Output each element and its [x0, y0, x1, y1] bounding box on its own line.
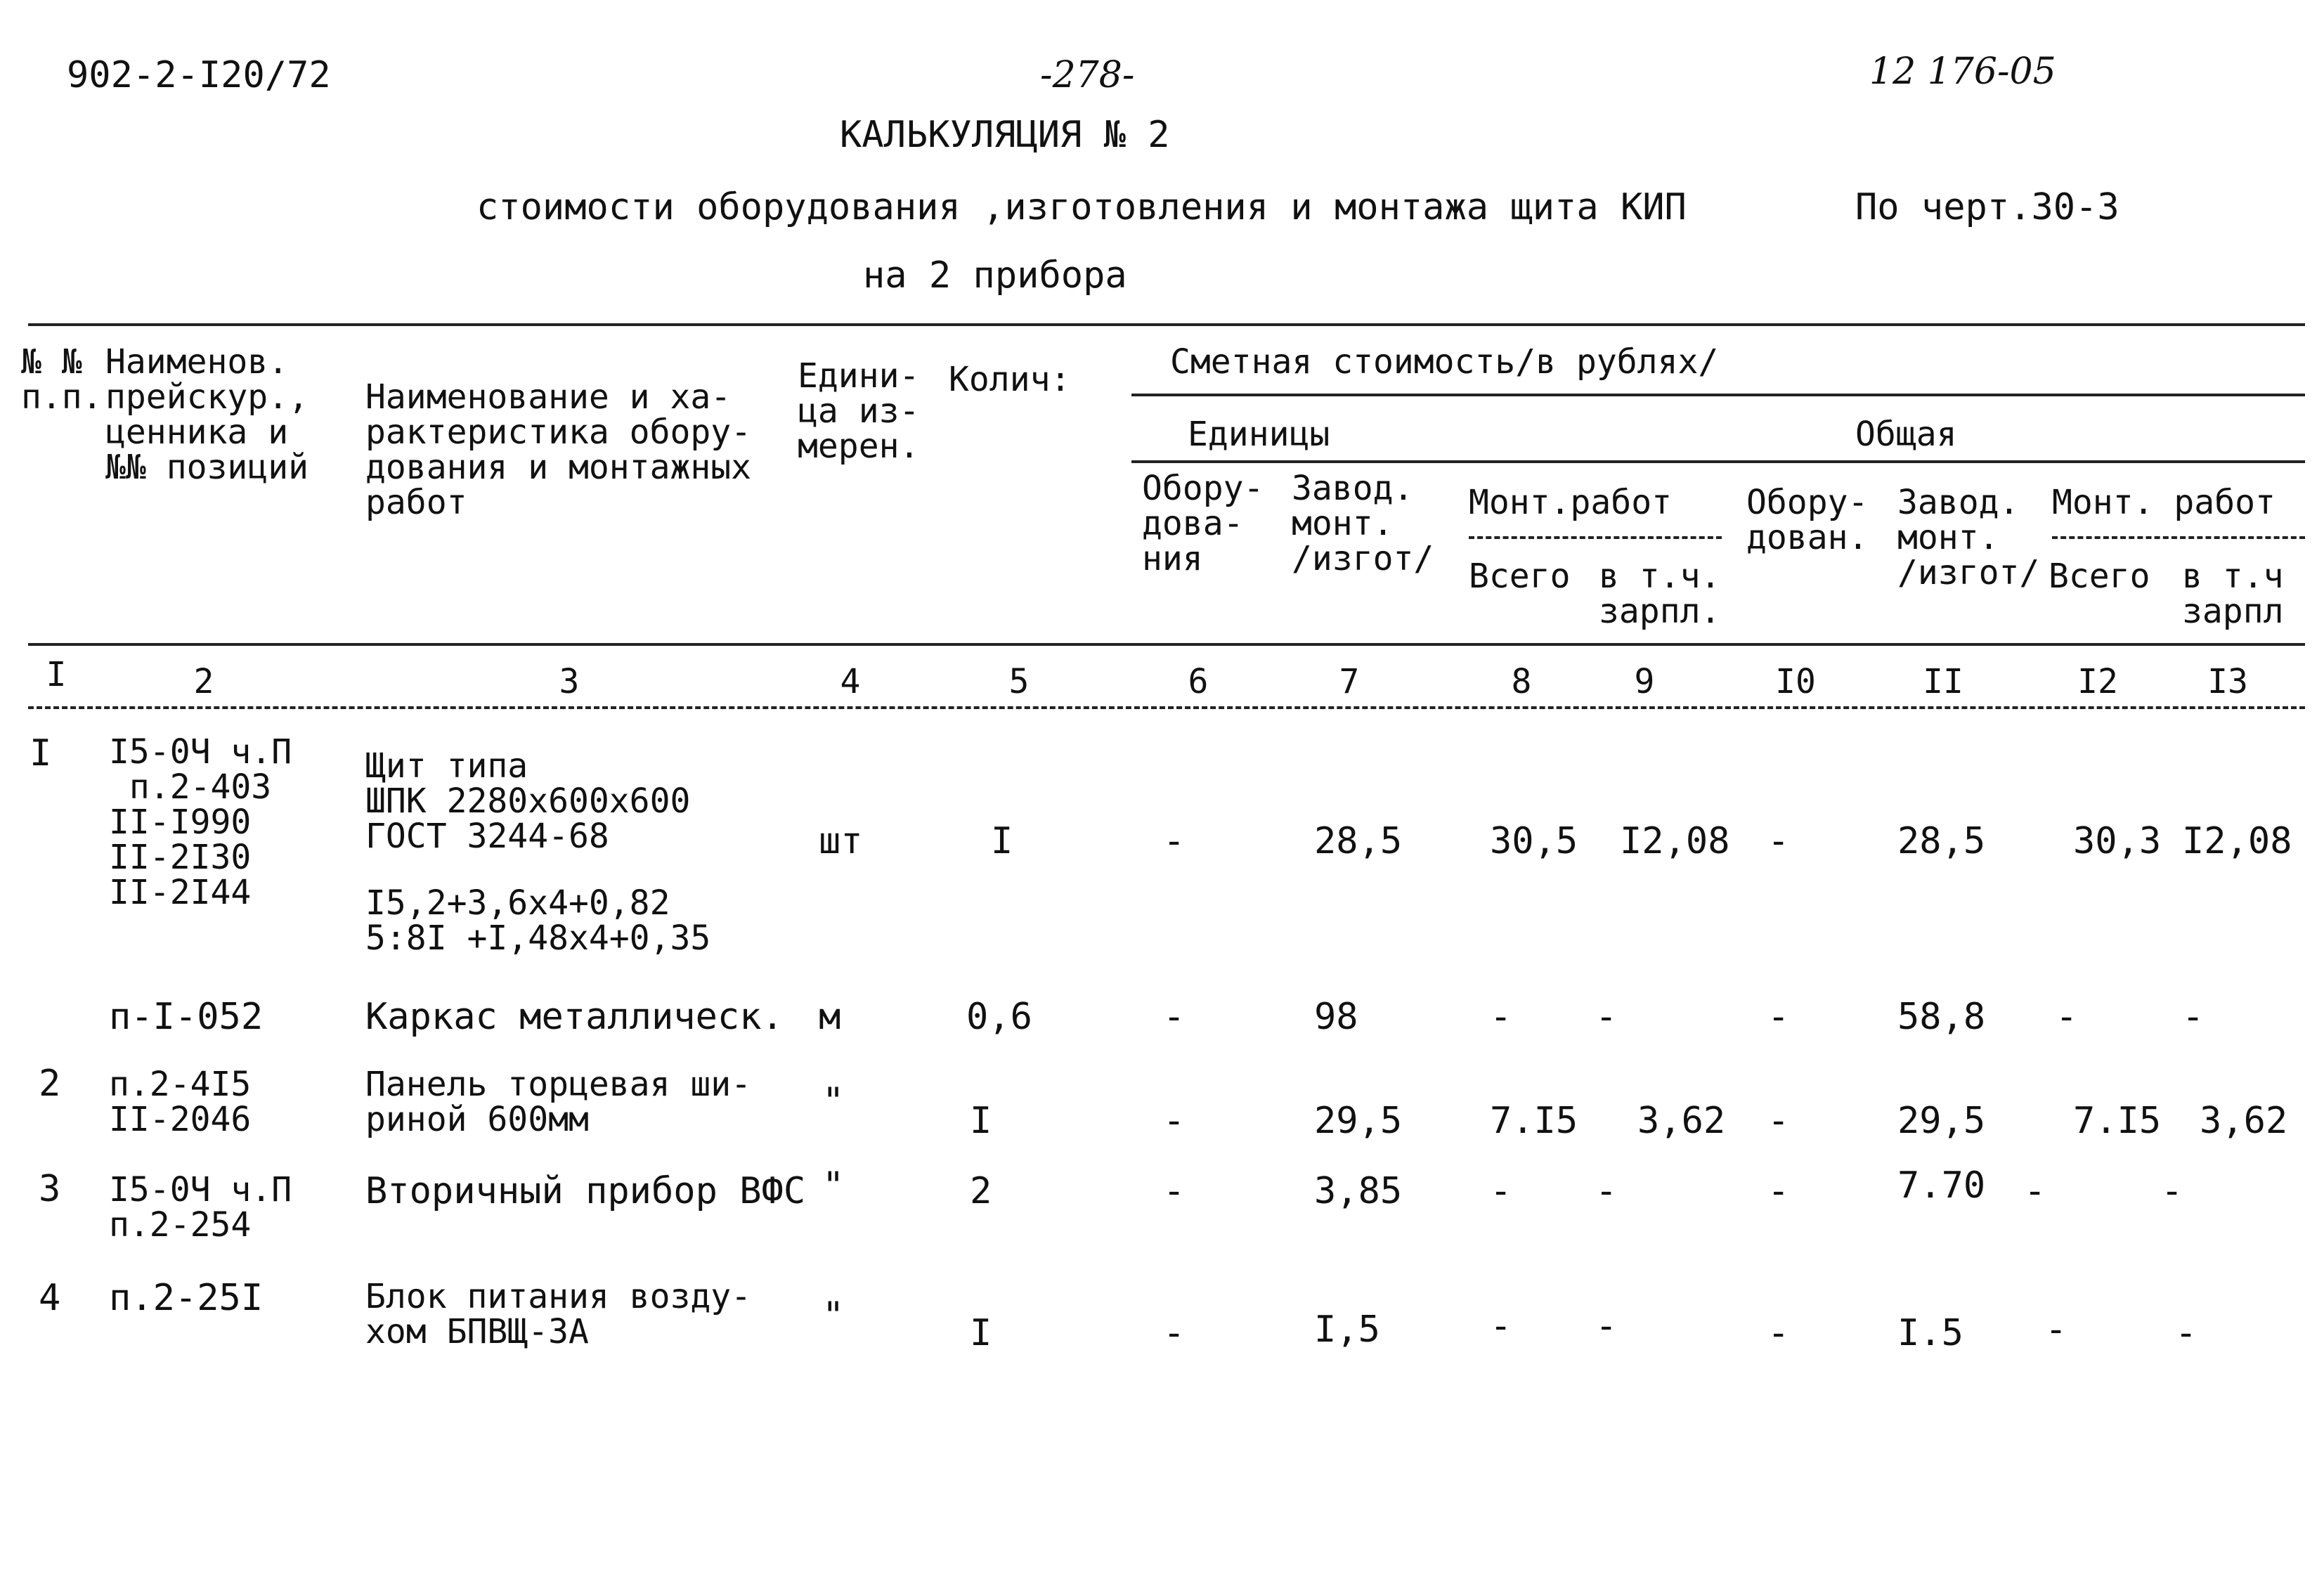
factory-unit-cell: 29,5 — [1314, 1100, 1403, 1142]
column-number: 3 — [559, 662, 580, 701]
mont-total-wages-cell: - — [2175, 1312, 2198, 1354]
item-description: Каркас металлическ. — [365, 996, 784, 1038]
unit-cell: " — [822, 1080, 845, 1122]
column-number: 2 — [193, 662, 214, 701]
header-quantity: Колич: — [949, 360, 1071, 399]
header-total: Общая — [1855, 415, 1957, 454]
header-bottom-rule — [28, 643, 2305, 646]
registration-stamp: 12 176-05 — [1869, 51, 2056, 93]
row-number: 4 — [39, 1277, 61, 1319]
header-mont-unit: Монт.работ — [1469, 483, 1672, 522]
price-list-code: п.2-4I5 II-2046 — [109, 1065, 252, 1139]
factory-unit-cell: I,5 — [1314, 1309, 1380, 1351]
mont-unit-wages-cell: - — [1595, 1170, 1618, 1212]
unit-cell: " — [822, 1164, 845, 1207]
mont-total-cell: - — [2056, 996, 2078, 1038]
factory-unit-cell: 98 — [1314, 996, 1358, 1038]
document-code: 902-2-I20/72 — [67, 54, 331, 96]
mont-unit-wages-cell: 3,62 — [1637, 1100, 1726, 1142]
column-number: 8 — [1511, 662, 1532, 701]
equipment-total-cell: - — [1767, 1312, 1790, 1354]
header-mont-unit-wages: в т.ч. зарпл. — [1599, 557, 1721, 631]
mont-unit-total-cell: - — [1490, 1170, 1512, 1212]
unit-cell: м — [819, 996, 841, 1038]
header-mont-total-sum: Всего — [2049, 557, 2150, 596]
item-description: Щит типа ШПК 2280х600х600 ГОСТ 3244-68 — [365, 746, 691, 856]
mont-total-cell: 7.I5 — [2073, 1100, 2162, 1142]
header-estimated-cost: Сметная стоимость/в рублях/ — [1170, 342, 1719, 382]
page-number: -278- — [1040, 54, 1135, 96]
column-number: II — [1923, 662, 1963, 701]
cost-group-rule — [1131, 394, 2305, 396]
column-number: I — [46, 655, 67, 694]
mont-total-wages-cell: I2,08 — [2182, 820, 2292, 862]
factory-total-cell: I.5 — [1897, 1312, 1963, 1354]
column-number-rule — [28, 706, 2305, 709]
mont-total-cell: 30,3 — [2073, 820, 2162, 862]
unit-group-rule — [1131, 460, 2305, 463]
item-description: Панель торцевая ши- риной 600мм — [365, 1065, 752, 1139]
equipment-unit-cell: - — [1163, 1170, 1186, 1212]
header-price-code: Наименов. прейскур., ценника и №№ позиций — [105, 342, 309, 487]
mont-unit-total-cell: 30,5 — [1490, 820, 1578, 862]
column-number: 5 — [1008, 662, 1030, 701]
column-number: 7 — [1339, 662, 1360, 701]
factory-unit-cell: 28,5 — [1314, 820, 1403, 862]
factory-total-cell: 29,5 — [1897, 1100, 1986, 1142]
equipment-total-cell: - — [1767, 1100, 1790, 1142]
mont-total-wages-cell: - — [2161, 1170, 2183, 1212]
row-number: 2 — [39, 1063, 61, 1105]
quantity-cell: 0,6 — [966, 996, 1032, 1038]
equipment-total-cell: - — [1767, 1170, 1790, 1212]
equipment-unit-cell: - — [1163, 1100, 1186, 1142]
quantity-cell: 2 — [970, 1170, 992, 1212]
mont-total-wages-cell: 3,62 — [2200, 1100, 2288, 1142]
mont-total-rule — [2052, 536, 2305, 539]
mont-total-wages-cell: - — [2182, 996, 2205, 1038]
mont-unit-wages-cell: - — [1595, 1305, 1618, 1347]
equipment-total-cell: - — [1767, 996, 1790, 1038]
column-number: 9 — [1634, 662, 1655, 701]
header-mont-unit-total: Всего — [1469, 557, 1571, 596]
equipment-unit-cell: - — [1163, 1312, 1186, 1354]
item-description: Вторичный прибор ВФС — [365, 1170, 806, 1212]
header-per-unit: Единицы — [1188, 415, 1330, 454]
price-list-code: п-I-052 — [109, 996, 264, 1038]
document-title: КАЛЬКУЛЯЦИЯ № 2 — [840, 114, 1170, 156]
header-row-number: № № п.п. — [21, 342, 103, 417]
unit-cell: " — [822, 1294, 845, 1337]
header-mont-total-wages: в т.ч зарпл — [2182, 557, 2284, 631]
mont-unit-wages-cell: - — [1595, 996, 1618, 1038]
equipment-unit-cell: - — [1163, 996, 1186, 1038]
table-top-rule — [28, 323, 2305, 326]
factory-total-cell: 7.70 — [1897, 1164, 1986, 1207]
column-number: 4 — [840, 662, 861, 701]
mont-total-cell: - — [2024, 1170, 2046, 1212]
equipment-unit-cell: - — [1163, 820, 1186, 862]
price-list-code: п.2-25I — [109, 1277, 264, 1319]
column-number: I2 — [2077, 662, 2118, 701]
equipment-total-cell: - — [1767, 820, 1790, 862]
document-subtitle: стоимости оборудования ,изготовления и монтажа щита КИП — [476, 186, 1687, 228]
item-description: Блок питания возду- хом БПВЩ-3А — [365, 1277, 752, 1351]
header-description: Наименование и ха- рактеристика обору- дования и монтажных работ — [365, 377, 752, 522]
mont-unit-total-cell: - — [1490, 996, 1512, 1038]
quantity-cell: I — [991, 820, 1013, 862]
mont-total-cell: - — [2045, 1309, 2067, 1351]
factory-unit-cell: 3,85 — [1314, 1170, 1403, 1212]
quantity-cell: I — [970, 1100, 992, 1142]
header-mont-total: Монт. работ — [2052, 483, 2276, 522]
row-number: 3 — [39, 1168, 61, 1210]
unit-cell: шт — [819, 820, 863, 862]
mont-unit-wages-cell: I2,08 — [1620, 820, 1730, 862]
header-equipment-total: Обору- дован. — [1746, 483, 1869, 557]
price-list-code: I5-0Ч ч.П п.2-254 — [109, 1170, 292, 1245]
header-factory-total: Завод. монт. /изгот/ — [1897, 483, 2040, 592]
mont-unit-total-cell: - — [1490, 1305, 1512, 1347]
price-list-code: I5-0Ч ч.П п.2-403 II-I990 II-2I30 II-2I44 — [109, 732, 292, 912]
header-factory-unit: Завод. монт. /изгот/ — [1292, 469, 1434, 578]
column-number: 6 — [1188, 662, 1209, 701]
drawing-reference: По черт.30-3 — [1855, 186, 2119, 228]
row-number: I — [30, 732, 52, 774]
column-number: I3 — [2207, 662, 2248, 701]
mont-unit-total-cell: 7.I5 — [1490, 1100, 1578, 1142]
header-unit: Едини- ца из- мерен. — [798, 356, 920, 466]
quantity-note: на 2 прибора — [863, 254, 1127, 297]
column-number: I0 — [1775, 662, 1816, 701]
quantity-cell: I — [970, 1312, 992, 1354]
factory-total-cell: 28,5 — [1897, 820, 1986, 862]
calculation-note: I5,2+3,6х4+0,82 5:8I +I,48х4+0,35 — [365, 883, 711, 958]
mont-unit-rule — [1469, 536, 1722, 539]
factory-total-cell: 58,8 — [1897, 996, 1986, 1038]
header-equipment-unit: Обору- дова- ния — [1142, 469, 1264, 578]
